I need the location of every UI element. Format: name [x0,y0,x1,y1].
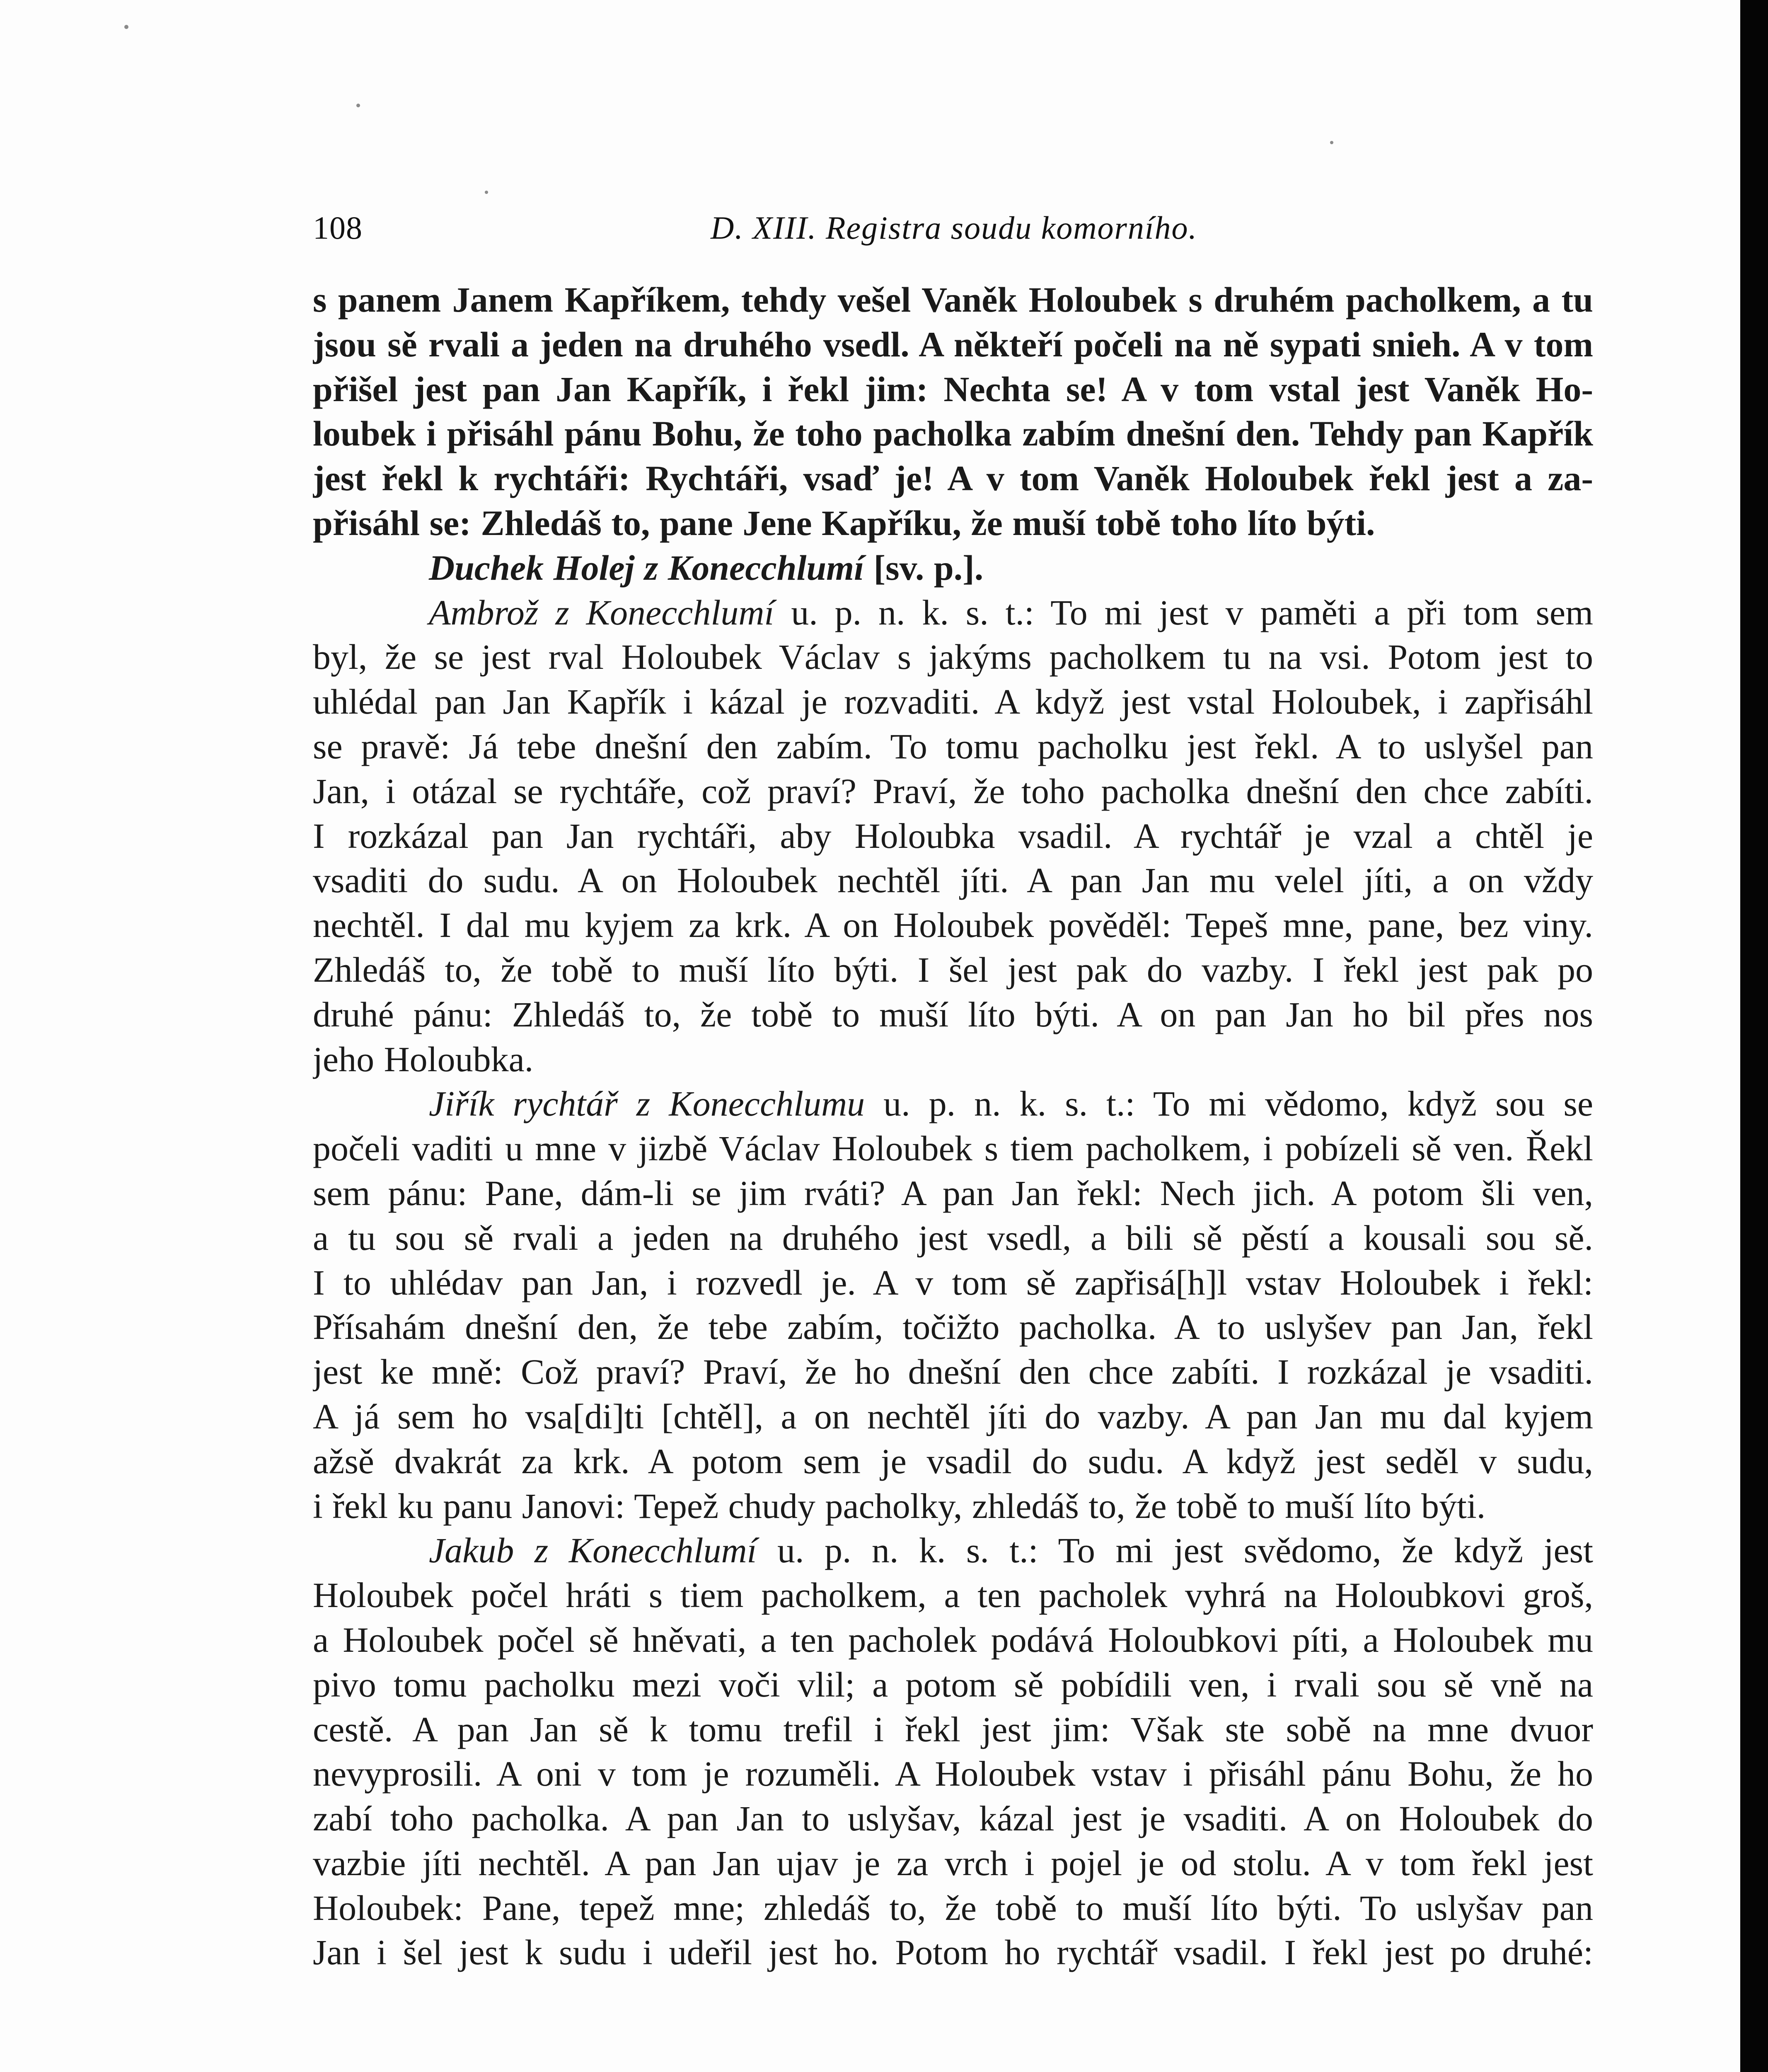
text-line: Jan, i otázal se rychtáře, což praví? Praví, že toho pacholka dnešní den chce zabíti. [313,771,1593,811]
text-line: I rozkázal pan Jan rychtáři, aby Holoubka vsadil. A rychtář je vzal a chtěl je [313,816,1593,856]
witness-line: Jakub z Konecchlumí u. p. n. k. s. t.: To mi jest svědomo, že když jest [429,1530,1593,1571]
text-line: Holoubek: Pane, tepež mne; zhledáš to, že tobě to muší líto býti. To uslyšav pan [313,1888,1593,1928]
text-line: I to uhlédav pan Jan, i rozvedl je. A v tom sě zapřisá[h]l vstav Holoubek i řekl: [313,1262,1593,1302]
text-line: cestě. A pan Jan sě k tomu trefil i řekl jest jim: Však ste sobě na mne dvuor [313,1709,1593,1749]
scan-speck [485,191,488,194]
text-line: loubek i přisáhl pánu Bohu, že toho pacholka zabím dnešní den. Tehdy pan Kapřík [313,414,1593,454]
text-line: zabí toho pacholka. A pan Jan to uslyšav, kázal jest je vsaditi. A on Holoubek do [313,1798,1593,1839]
witness-line: Ambrož z Konecchlumí u. p. n. k. s. t.: To mi jest v paměti a při tom sem [429,592,1593,632]
page-number: 108 [313,210,363,246]
scan-speck [124,25,128,29]
text-line: přisáhl se: Zhledáš to, pane Jene Kapříku, že muší tobě toho líto býti. [313,503,1375,543]
text-line: počeli vaditi u mne v jizbě Václav Holoubek s tiem pacholkem, i pobízeli sě ven. Řekl [313,1128,1593,1169]
text-line: se pravě: Já tebe dnešní den zabím. To tomu pacholku jest řekl. A to uslyšel pan [313,726,1593,766]
scan-speck [356,104,360,107]
text-line: A já sem ho vsa[di]ti [chtěl], a on nechtěl jíti do vazby. A pan Jan mu dal kyjem [313,1396,1593,1436]
text-line: sem pánu: Pane, dám-li se jim rváti? A pan Jan řekl: Nech jich. A potom šli ven, [313,1173,1593,1213]
text-line: Zhledáš to, že tobě to muší líto býti. I šel jest pak do vazby. I řekl jest pak po [313,949,1593,990]
page-header [313,199,1593,257]
text-line: ažsě dvakrát za krk. A potom sem je vsadil do sudu. A když jest seděl v sudu, [313,1441,1593,1481]
text-line: jsou sě rvali a jeden na druhého vsedl. A někteří počeli na ně sypati snieh. A v tom [313,324,1593,364]
text-line: s panem Janem Kapříkem, tehdy vešel Vaněk Holoubek s druhém pacholkem, a tu [313,280,1593,320]
text-line: Přísahám dnešní den, že tebe zabím, točižto pacholka. A to uslyšev pan Jan, řekl [313,1307,1593,1347]
text-line: jest řekl k rychtáři: Rychtáři, vsaď je! A v tom Vaněk Holoubek řekl jest a za- [313,458,1593,499]
text-line: Holoubek počel hráti s tiem pacholkem, a ten pacholek vyhrá na Holoubkovi groš, [313,1575,1593,1615]
witness-name: Jakub z Konecchlumí [429,1530,757,1571]
text-line: nechtěl. I dal mu kyjem za krk. A on Holoubek pověděl: Tepeš mne, pane, bez viny. [313,905,1593,945]
text-line: a Holoubek počel sě hněvati, a ten pacholek podává Holoubkovi píti, a Holoubek mu [313,1619,1593,1660]
text-line: i řekl ku panu Janovi: Tepež chudy pacholky, zhledáš to, že tobě to muší líto býti. [313,1486,1486,1526]
text-body [313,278,1593,1975]
text-line: a tu sou sě rvali a jeden na druhého jest vsedl, a bili sě pěstí a kousali sou sě. [313,1218,1593,1258]
scan-speck [1330,141,1333,144]
text-line: nevyprosili. A oni v tom je rozuměli. A Holoubek vstav i přisáhl pánu Bohu, že ho [313,1754,1593,1794]
witness-name: Ambrož z Konecchlumí [429,592,774,632]
text-line: Jan i šel jest k sudu i udeřil jest ho. Potom ho rychtář vsadil. I řekl jest po druhé: [313,1932,1593,1973]
witness-name: Duchek Holej z Konecchlumí [429,547,864,588]
text-line: vsaditi do sudu. A on Holoubek nechtěl jíti. A pan Jan mu velel jíti, a on vždy [313,860,1593,900]
witness-line: Duchek Holej z Konecchlumí [sv. p.]. [429,547,984,588]
witness-line: Jiřík rychtář z Konecchlumu u. p. n. k. s. t.: To mi vědomo, když sou se [429,1084,1593,1124]
text-line: vazbie jíti nechtěl. A pan Jan ujav je za vrch i pojel je od stolu. A v tom řekl jest [313,1843,1593,1883]
witness-name: Jiřík rychtář z Konecchlumu [429,1084,865,1124]
scan-border-right [1740,0,1768,2072]
text-line: uhlédal pan Jan Kapřík i kázal je rozvaditi. A když jest vstal Holoubek, i zapřisáhl [313,682,1593,722]
text-line: druhé pánu: Zhledáš to, že tobě to muší líto býti. A on pan Jan ho bil přes nos [313,994,1593,1034]
text-line: přišel jest pan Jan Kapřík, i řekl jim: Nechta se! A v tom vstal jest Vaněk Ho- [313,369,1593,409]
text-line: pivo tomu pacholku mezi voči vlil; a potom sě pobídili ven, i rvali sou sě vně na [313,1664,1593,1704]
text-line: jeho Holoubka. [313,1039,534,1079]
text-line: byl, že se jest rval Holoubek Václav s jakýms pacholkem tu na vsi. Potom jest to [313,637,1593,677]
text-line: jest ke mně: Což praví? Praví, že ho dnešní den chce zabíti. I rozkázal je vsaditi. [313,1352,1593,1392]
running-title: D. XIII. Registra soudu komorního. [711,210,1198,246]
